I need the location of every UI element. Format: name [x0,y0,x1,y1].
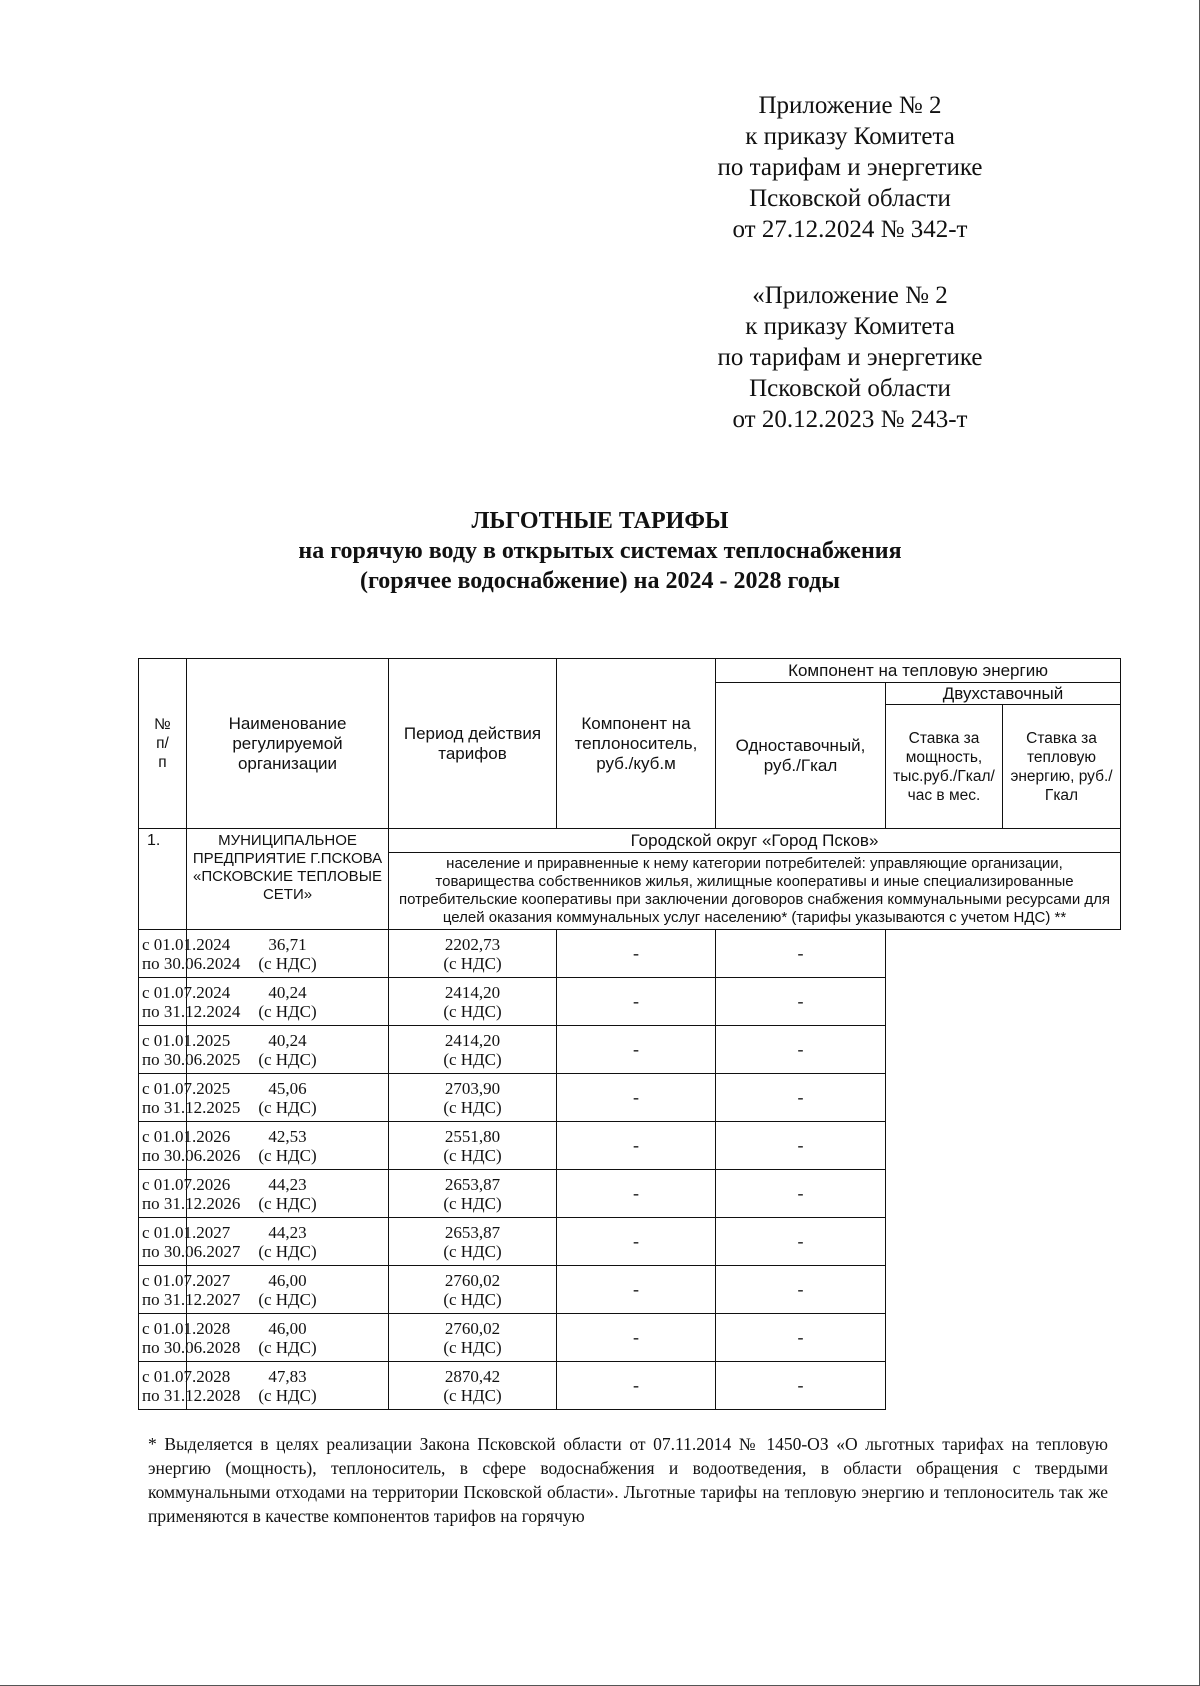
period-cell [139,930,241,978]
period-from: с 01.01.2027 [142,1222,231,1242]
vat-note: (с НДС) [443,1145,502,1165]
period-to: по 31.12.2028 [142,1385,241,1405]
capacity-rate-cell: - [557,930,716,978]
single-rate-value: 2551,80 [444,1126,501,1146]
period-from: с 01.07.2028 [142,1366,231,1386]
single-rate-cell [389,930,557,978]
title-line: на горячую воду в открытых системах теплоснабжения [298,538,902,564]
tariff-row [139,978,1121,1026]
period-to: по 30.06.2028 [142,1337,241,1357]
period-cell [139,1170,241,1218]
vat-note: (с НДС) [258,1049,317,1069]
capacity-rate-cell: - [557,978,716,1026]
appendix-line: к приказу Комитета [745,123,955,150]
vat-note: (с НДС) [443,1049,502,1069]
single-rate-value: 2414,20 [444,1030,501,1050]
carrier-value: 46,00 [268,1318,307,1338]
energy-rate-cell: - [716,978,886,1026]
carrier-value: 44,23 [268,1174,307,1194]
tariff-row [139,1122,1121,1170]
period-cell [139,1026,241,1074]
carrier-value: 40,24 [268,982,307,1002]
capacity-rate-cell: - [557,1266,716,1314]
footnote: * Выделяется в целях реализации Закона Псковской области от 07.11.2014 № 1450-ОЗ «О льготных тарифах на тепловую энергию (мощность), теплоноситель, в сфере водоснабжения и водоотведения, в области обращения с твердыми коммунальными отходами на территории Псковской области». Льготные тарифы на тепловую энергию и теплоноситель так же применяются в качестве компонентов тарифов на горячую [148,1434,1108,1526]
header-organization: Наименование регулируемой организации [187,659,389,829]
appendix-line: Псковской области [749,375,951,402]
energy-rate-cell: - [716,1314,886,1362]
single-rate-cell [389,1266,557,1314]
period-to: по 31.12.2027 [142,1289,241,1309]
period-to: по 31.12.2024 [142,1001,241,1021]
single-rate-value: 2202,73 [444,934,501,954]
single-rate-cell [389,1026,557,1074]
appendix-reference-previous [690,280,1010,435]
appendix-line: по тарифам и энергетике [717,154,983,181]
vat-note: (с НДС) [443,1289,502,1309]
carrier-value: 44,23 [268,1222,307,1242]
period-from: с 01.07.2026 [142,1174,231,1194]
single-rate-value: 2703,90 [444,1078,501,1098]
single-rate-cell [389,1362,557,1410]
energy-rate-cell: - [716,1026,886,1074]
carrier-value: 36,71 [268,934,307,954]
period-cell [139,1314,241,1362]
period-cell [139,1074,241,1122]
vat-note: (с НДС) [443,1241,502,1261]
vat-note: (с НДС) [258,1385,317,1405]
carrier-value: 42,53 [268,1126,307,1146]
single-rate-cell [389,1170,557,1218]
single-rate-cell [389,1314,557,1362]
vat-note: (с НДС) [443,1337,502,1357]
capacity-rate-cell: - [557,1314,716,1362]
tariff-row [139,1218,1121,1266]
appendix-line: Псковской области [749,185,951,212]
carrier-value: 45,06 [268,1078,307,1098]
district-name: Городской округ «Город Псков» [389,829,1121,853]
period-to: по 30.06.2024 [142,953,241,973]
vat-note: (с НДС) [258,1241,317,1261]
period-from: с 01.07.2027 [142,1270,231,1290]
energy-rate-cell: - [716,1266,886,1314]
period-to: по 31.12.2025 [142,1097,241,1117]
period-to: по 31.12.2026 [142,1193,241,1213]
period-to: по 30.06.2027 [142,1241,241,1261]
tariff-row [139,1362,1121,1410]
header-capacity-rate: Ставка за мощность, тыс.руб./Гкал/час в мес. [886,705,1003,829]
energy-rate-cell: - [716,930,886,978]
single-rate-value: 2870,42 [444,1366,501,1386]
single-rate-value: 2653,87 [444,1222,501,1242]
capacity-rate-cell: - [557,1218,716,1266]
capacity-rate-cell: - [557,1074,716,1122]
single-rate-cell [389,1122,557,1170]
vat-note: (с НДС) [443,953,502,973]
tariff-row [139,1266,1121,1314]
vat-note: (с НДС) [258,1145,317,1165]
vat-note: (с НДС) [258,1193,317,1213]
vat-note: (с НДС) [258,1001,317,1021]
period-to: по 30.06.2025 [142,1049,241,1069]
tariff-row [139,930,1121,978]
single-rate-value: 2760,02 [444,1270,501,1290]
energy-rate-cell: - [716,1218,886,1266]
period-from: с 01.01.2028 [142,1318,231,1338]
period-from: с 01.01.2024 [142,934,231,954]
period-cell [139,1362,241,1410]
tariff-row [139,1074,1121,1122]
period-to: по 30.06.2026 [142,1145,241,1165]
consumer-category: население и приравненные к нему категории потребителей: управляющие организации, товарищества собственников жилья, жилищные кооперативы и иные специализированные потребительские кооперативы при заключении договоров снабжения коммунальными ресурсами для целей оказания коммунальных услуг населению* (тарифы указываются с учетом НДС) ** [389,853,1121,930]
vat-note: (с НДС) [258,1337,317,1357]
header-energy-component: Компонент на тепловую энергию [716,659,1121,683]
appendix-line: Приложение № 2 [758,92,942,119]
carrier-value: 40,24 [268,1030,307,1050]
title-line: ЛЬГОТНЫЕ ТАРИФЫ [471,508,729,534]
header-two-rate: Двухставочный [886,683,1121,705]
vat-note: (с НДС) [258,1097,317,1117]
period-cell [139,1218,241,1266]
organization-name: МУНИЦИПАЛЬНОЕ ПРЕДПРИЯТИЕ Г.ПСКОВА «ПСКОВСКИЕ ТЕПЛОВЫЕ СЕТИ» [187,829,389,930]
tariff-row [139,1026,1121,1074]
vat-note: (с НДС) [443,1385,502,1405]
appendix-line: от 27.12.2024 № 342-т [732,216,968,243]
energy-rate-cell: - [716,1074,886,1122]
row-number: 1. [139,829,187,930]
single-rate-cell [389,1218,557,1266]
energy-rate-cell: - [716,1362,886,1410]
carrier-value: 47,83 [268,1366,307,1386]
vat-note: (с НДС) [443,1193,502,1213]
capacity-rate-cell: - [557,1362,716,1410]
period-cell [139,978,241,1026]
period-from: с 01.07.2025 [142,1078,231,1098]
capacity-rate-cell: - [557,1026,716,1074]
capacity-rate-cell: - [557,1122,716,1170]
carrier-value: 46,00 [268,1270,307,1290]
header-number: № п/ п [139,659,187,829]
vat-note: (с НДС) [443,1001,502,1021]
period-from: с 01.01.2026 [142,1126,231,1146]
capacity-rate-cell: - [557,1170,716,1218]
tariffs-table [138,658,1121,1410]
appendix-line: «Приложение № 2 [752,282,948,309]
header-single-rate: Одноставочный, руб./Гкал [716,683,886,829]
appendix-line: по тарифам и энергетике [717,344,983,371]
period-cell [139,1266,241,1314]
single-rate-value: 2760,02 [444,1318,501,1338]
period-cell [139,1122,241,1170]
document-title [200,506,1000,596]
energy-rate-cell: - [716,1170,886,1218]
period-from: с 01.01.2025 [142,1030,231,1050]
appendix-line: от 20.12.2023 № 243-т [732,406,968,433]
header-energy-rate: Ставка за тепловую энергию, руб./Гкал [1003,705,1121,829]
tariff-row [139,1170,1121,1218]
header-carrier-component: Компонент на теплоноситель, руб./куб.м [557,659,716,829]
appendix-line: к приказу Комитета [745,313,955,340]
energy-rate-cell: - [716,1122,886,1170]
header-period: Период действия тарифов [389,659,557,829]
single-rate-value: 2653,87 [444,1174,501,1194]
vat-note: (с НДС) [258,1289,317,1309]
single-rate-cell [389,1074,557,1122]
appendix-reference-current [690,90,1010,245]
single-rate-cell [389,978,557,1026]
vat-note: (с НДС) [443,1097,502,1117]
period-from: с 01.07.2024 [142,982,231,1002]
single-rate-value: 2414,20 [444,982,501,1002]
vat-note: (с НДС) [258,953,317,973]
title-line: (горячее водоснабжение) на 2024 - 2028 годы [360,568,840,594]
tariff-row [139,1314,1121,1362]
